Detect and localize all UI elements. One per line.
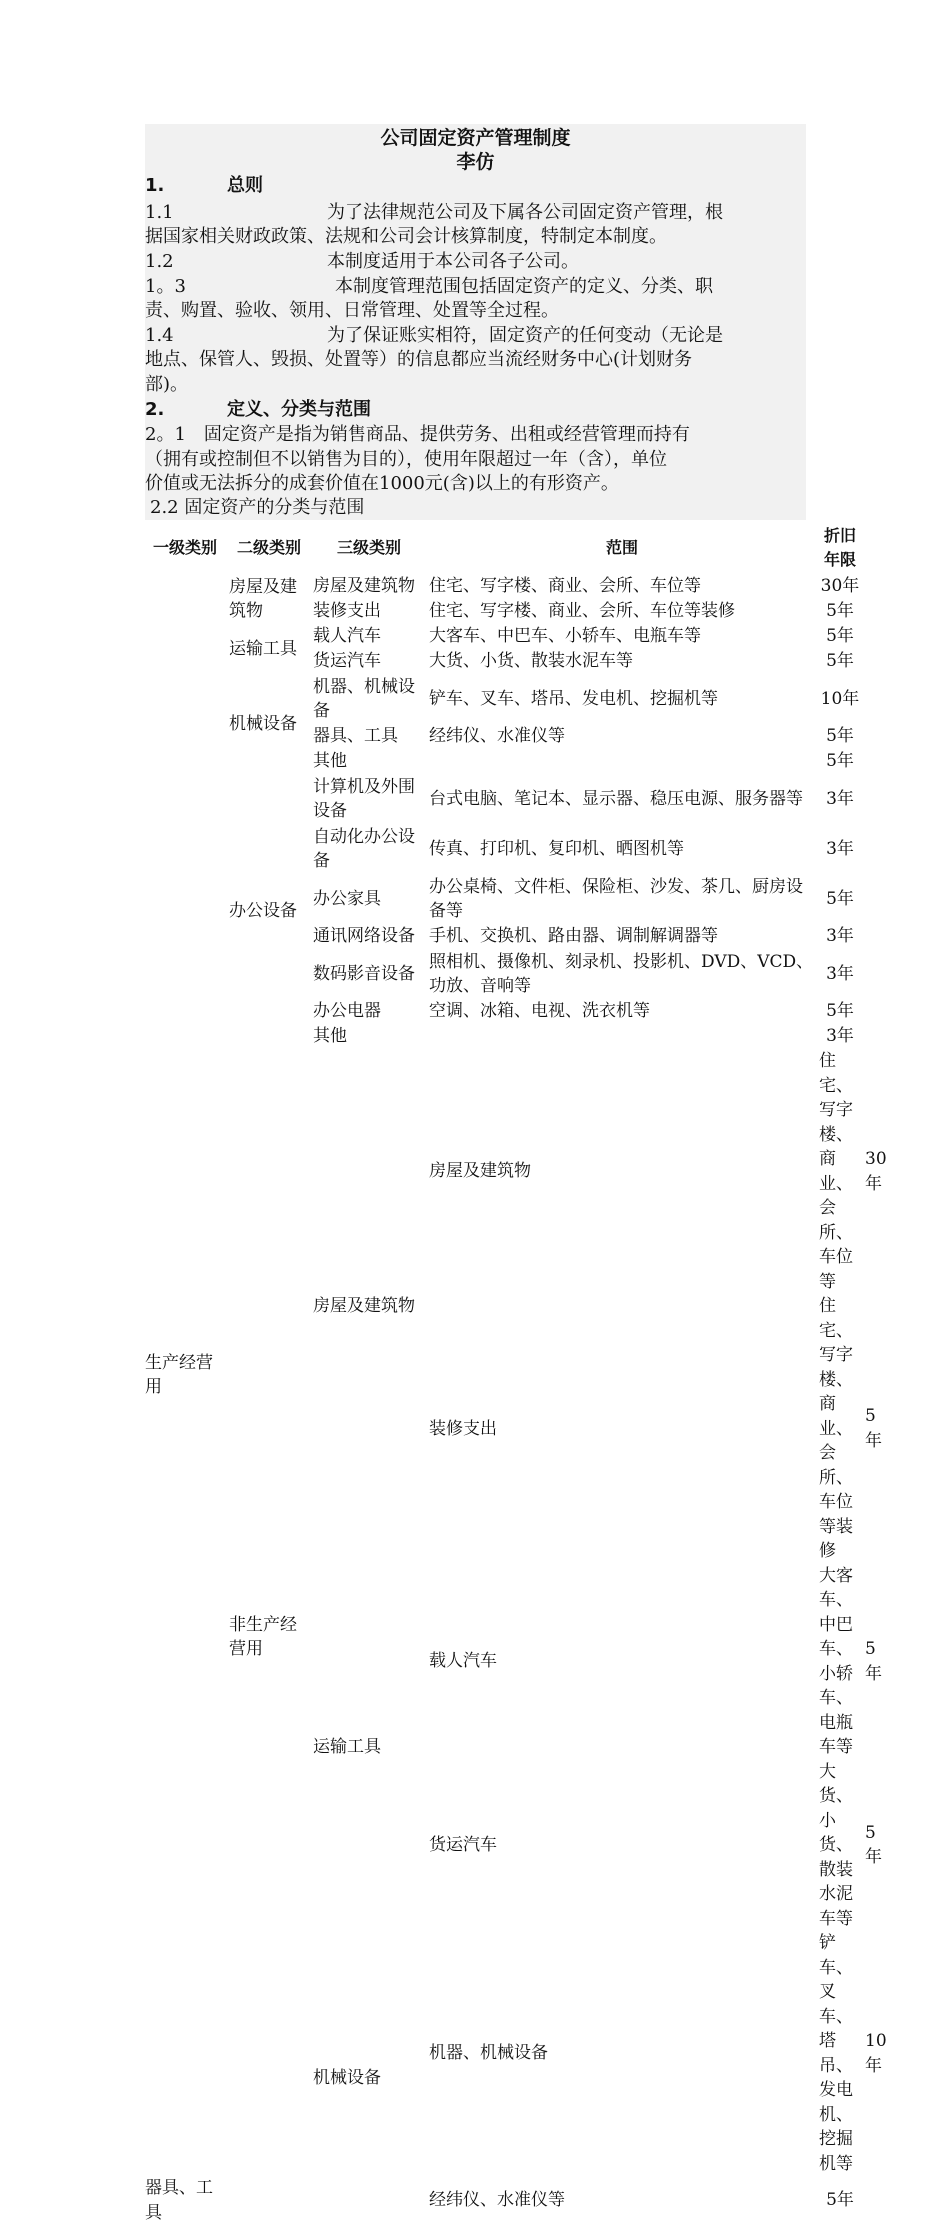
table-row xyxy=(143,624,863,649)
category-level-2-cell: 机械设备 xyxy=(313,2067,381,2088)
category-level-3-cell: 载人汽车 xyxy=(429,1651,497,1672)
depreciation-years-cell: 5年 xyxy=(826,601,854,622)
clause-number: 1.2 xyxy=(145,251,174,272)
paragraph-1-1-line-2: 据国家相关财政政策、法规和公司会计核算制度，特制定本制度。 xyxy=(145,226,667,247)
depreciation-years-cell: 5年 xyxy=(826,751,854,772)
paragraph-1-4-line-1 xyxy=(145,324,723,349)
range-cell: 空调、冰箱、电视、洗衣机等 xyxy=(429,1001,650,1022)
section-1-heading xyxy=(145,174,263,199)
range-cell: 铲车、叉车、塔吊、发电机、挖掘机等 xyxy=(429,688,718,709)
depreciation-years-cell: 5年 xyxy=(826,888,854,909)
category-level-3-cell: 器具、工具 xyxy=(313,726,398,747)
range-cell: 住宅、写字楼、商业、会所、车位等装修 xyxy=(429,601,735,622)
range-cell: 经纬仪、水准仪等 xyxy=(429,2190,565,2211)
paragraph-2-1-line-3: 价值或无法拆分的成套价值在1000元(含)以上的有形资产。 xyxy=(145,473,619,494)
range-cell: 铲车、叉车、塔吊、发电机、挖掘机等 xyxy=(819,1933,853,2174)
category-level-3-cell: 其他 xyxy=(313,1026,347,1047)
depreciation-years-cell: 3年 xyxy=(826,1026,854,1047)
category-level-2-cell: 办公设备 xyxy=(229,901,297,922)
range-cell: 大货、小货、散装水泥车等 xyxy=(819,1761,853,1929)
document-author: 李仿 xyxy=(456,151,495,173)
header-cell: 折旧年限 xyxy=(823,525,856,569)
table-row xyxy=(143,774,863,824)
depreciation-years-cell: 3年 xyxy=(826,788,854,809)
table-row xyxy=(143,674,863,724)
depreciation-years-cell: 5年 xyxy=(826,1001,854,1022)
category-level-3-cell: 计算机及外围设备 xyxy=(313,776,415,821)
category-level-1-cell: 非生产经营用 xyxy=(229,1614,297,1659)
header-cell: 二级类别 xyxy=(236,537,301,557)
depreciation-years-cell: 30年 xyxy=(820,576,860,597)
category-level-3-cell: 办公电器 xyxy=(313,1001,381,1022)
category-level-2-cell: 房屋及建筑物 xyxy=(313,1296,415,1316)
depreciation-years-cell: 5年 xyxy=(826,651,854,672)
header-cell: 一级类别 xyxy=(152,537,217,557)
category-level-3-cell: 其他 xyxy=(313,751,347,772)
category-level-3-cell: 货运汽车 xyxy=(313,651,381,672)
category-level-3-cell: 机器、机械设备 xyxy=(429,2043,548,2064)
clause-number: 1。3 xyxy=(145,276,186,297)
range-cell: 住宅、写字楼、商业、会所、车位等 xyxy=(819,1051,853,1292)
asset-classification-table xyxy=(143,522,887,2225)
section-number: 1. xyxy=(145,175,165,196)
paragraph-1-4-line-3: 部)。 xyxy=(145,374,189,395)
range-cell: 大货、小货、散装水泥车等 xyxy=(429,651,633,672)
category-level-3-cell: 载人汽车 xyxy=(313,626,381,647)
section-2-heading xyxy=(145,398,371,423)
category-level-3-cell: 装修支出 xyxy=(313,601,381,622)
paragraph-1-3-line-1 xyxy=(145,275,713,300)
category-level-2-cell: 机械设备 xyxy=(229,713,297,734)
table-header-row xyxy=(143,522,863,574)
range-cell: 传真、打印机、复印机、晒图机等 xyxy=(429,838,684,859)
depreciation-years-cell: 3年 xyxy=(826,838,854,859)
header-cell: 三级类别 xyxy=(336,537,401,557)
category-level-2-cell: 房屋及建筑物 xyxy=(229,576,297,621)
range-cell: 大客车、中巴车、小轿车、电瓶车等 xyxy=(429,626,701,647)
paragraph-1-3-line-2: 责、购置、验收、领用、日常管理、处置等全过程。 xyxy=(145,300,559,321)
category-level-3-cell: 自动化办公设备 xyxy=(313,826,415,871)
depreciation-years-cell: 3年 xyxy=(826,926,854,947)
clause-text: 本制度适用于本公司各子公司。 xyxy=(327,251,579,272)
category-level-1-cell: 生产经营用 xyxy=(145,1352,213,1397)
range-cell: 照相机、摄像机、刻录机、投影机、DVD、VCD、功放、音响等 xyxy=(429,951,814,996)
range-cell: 住宅、写字楼、商业、会所、车位等装修 xyxy=(819,1296,853,1561)
range-cell: 台式电脑、笔记本、显示器、稳压电源、服务器等 xyxy=(429,788,803,809)
category-level-3-cell: 货运汽车 xyxy=(429,1835,497,1855)
header-cell: 范围 xyxy=(605,537,638,557)
depreciation-years-cell: 5年 xyxy=(826,626,854,647)
clause-text: 本制度管理范围包括固定资产的定义、分类、职 xyxy=(335,276,713,297)
clause-text: 为了保证账实相符，固定资产的任何变动（无论是 xyxy=(327,325,723,346)
table-row: 装修支出 住宅、写字楼、商业、会所、车位等装修 5年 xyxy=(143,1294,863,1564)
depreciation-years-cell: 10年 xyxy=(820,688,860,709)
table-row: 运输工具 载人汽车 大客车、中巴车、小轿车、电瓶车等 5年 xyxy=(143,1564,863,1760)
category-level-2-cell: 运输工具 xyxy=(313,1737,381,1757)
paragraph-2-1-line-1: 2。1 固定资产是指为销售商品、提供劳务、出租或经营管理而持有 xyxy=(145,424,690,445)
category-level-3-cell: 器具、工具 xyxy=(145,2178,213,2223)
paragraph-1-2 xyxy=(145,250,579,275)
range-cell: 大客车、中巴车、小轿车、电瓶车等 xyxy=(819,1565,853,1757)
table-row xyxy=(143,574,863,599)
table-row: 机械设备 机器、机械设备 铲车、叉车、塔吊、发电机、挖掘机等 10年 xyxy=(143,1931,863,2176)
paragraph-1-4-line-2: 地点、保管人、毁损、处置等）的信息都应当流经财务中心(计划财务 xyxy=(145,349,693,370)
range-cell xyxy=(427,1024,817,1049)
category-level-3-cell: 房屋及建筑物 xyxy=(429,1161,531,1182)
section-title: 定义、分类与范围 xyxy=(227,399,371,420)
clause-number: 1.4 xyxy=(145,325,174,346)
category-level-3-cell: 通讯网络设备 xyxy=(313,926,415,947)
category-level-3-cell: 办公家具 xyxy=(313,888,381,909)
section-title: 总则 xyxy=(227,175,263,196)
clause-number: 1.1 xyxy=(145,202,174,223)
clause-text: 为了法律规范公司及下属各公司固定资产管理，根 xyxy=(327,202,723,223)
section-number: 2. xyxy=(145,399,165,420)
category-level-3-cell: 装修支出 xyxy=(429,1418,497,1439)
category-level-3-cell: 数码影音设备 xyxy=(313,963,415,984)
depreciation-years-cell: 5年 xyxy=(826,2190,854,2211)
category-level-3-cell: 房屋及建筑物 xyxy=(313,576,415,597)
range-cell: 办公桌椅、文件柜、保险柜、沙发、茶几、厨房设备等 xyxy=(429,876,803,921)
range-cell xyxy=(427,749,817,774)
range-cell: 经纬仪、水准仪等 xyxy=(429,726,565,747)
category-level-3-cell: 机器、机械设备 xyxy=(313,676,415,721)
range-cell: 住宅、写字楼、商业、会所、车位等 xyxy=(429,576,701,597)
paragraph-2-1-line-2: （拥有或控制但不以销售为目的），使用年限超过一年（含），单位 xyxy=(145,449,667,470)
table-row: 货运汽车 大货、小货、散装水泥车等 5年 xyxy=(143,1760,863,1932)
table-row: 非生产经营用 房屋及建筑物 房屋及建筑物 住宅、写字楼、商业、会所、车位等 30年 xyxy=(143,1049,863,1294)
document-title: 公司固定资产管理制度 xyxy=(380,127,571,149)
paragraph-1-1-line-1 xyxy=(145,201,723,226)
depreciation-years-cell: 5年 xyxy=(826,726,854,747)
depreciation-years-cell: 3年 xyxy=(826,963,854,984)
paragraph-2-2: 2.2 固定资产的分类与范围 xyxy=(150,497,365,518)
table-body xyxy=(143,574,887,2225)
range-cell: 手机、交换机、路由器、调制解调器等 xyxy=(429,926,718,947)
category-level-2-cell: 运输工具 xyxy=(229,638,297,659)
